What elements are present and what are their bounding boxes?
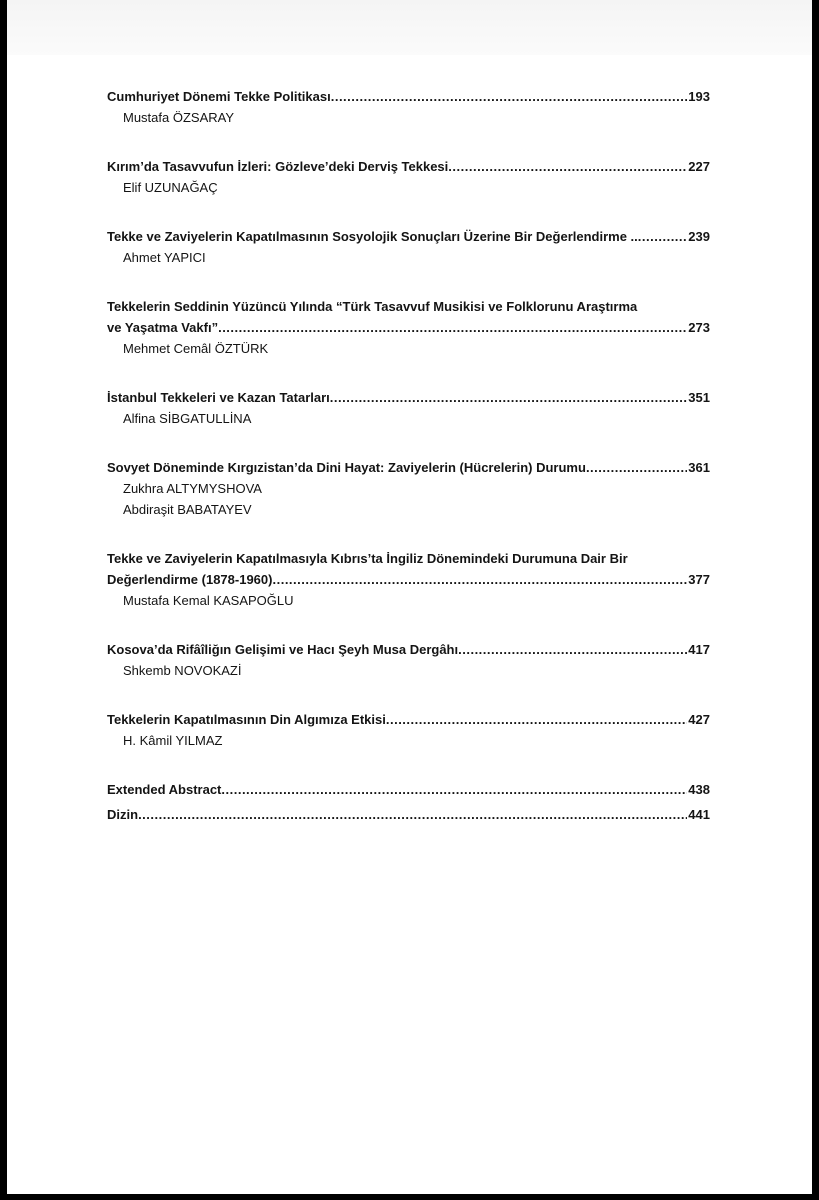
- page-number: 351: [688, 390, 710, 405]
- entry-author: Zukhra ALTYMYSHOVA: [123, 481, 262, 496]
- page-number: 239: [688, 229, 710, 244]
- toc-entry: [107, 86, 710, 128]
- dot-leader: [458, 639, 687, 660]
- entry-author: Mehmet Cemâl ÖZTÜRK: [123, 341, 269, 356]
- dot-leader: [386, 709, 687, 730]
- page-number: 227: [688, 159, 710, 174]
- dot-leader: [138, 804, 687, 825]
- entry-title: Kosova’da Rifâîliğın Gelişimi ve Hacı Şeyh Musa Dergâhı: [107, 642, 459, 657]
- toc-entry: [107, 804, 710, 825]
- entry-title: Dizin: [107, 807, 139, 822]
- entry-title: Değerlendirme (1878-1960): [107, 572, 273, 587]
- entry-title: Tekke ve Zaviyelerin Kapatılmasının Sosyolojik Sonuçları Üzerine Bir Değerlendirme ..: [107, 229, 638, 244]
- entry-author: Ahmet YAPICI: [123, 250, 206, 265]
- entry-title-line: Tekkelerin Seddinin Yüzüncü Yılında “Türk Tasavvuf Musikisi ve Folklorunu Araştırma: [107, 299, 638, 314]
- entry-title-row: [107, 156, 710, 177]
- toc-entry: [107, 226, 710, 268]
- entry-title-row: [107, 709, 710, 730]
- toc-entry: [107, 156, 710, 198]
- entry-title: Sovyet Döneminde Kırgızistan’da Dini Hayat: Zaviyelerin (Hücrelerin) Durumu: [107, 460, 586, 475]
- page-number: 193: [688, 89, 710, 104]
- dot-leader: [272, 569, 687, 590]
- entry-title-row: [107, 457, 710, 478]
- entry-author: Elif UZUNAĞAÇ: [123, 180, 218, 195]
- entry-title-row: [107, 804, 710, 825]
- entry-title: Tekkelerin Kapatılmasının Din Algımıza Etkisi: [107, 712, 386, 727]
- toc-entry: [107, 779, 710, 800]
- toc-entry: [107, 387, 710, 429]
- page-top-shading: [7, 0, 812, 55]
- entry-author: Mustafa Kemal KASAPOĞLU: [123, 593, 294, 608]
- entry-author: H. Kâmil YILMAZ: [123, 733, 223, 748]
- toc-entry: [107, 709, 710, 751]
- dot-leader: [638, 226, 688, 247]
- entry-title-row: [107, 779, 710, 800]
- entry-title: ve Yaşatma Vakfı”: [107, 320, 219, 335]
- dot-leader: [448, 156, 687, 177]
- dot-leader: [221, 779, 687, 800]
- entry-title-row: [107, 569, 710, 590]
- entry-title: İstanbul Tekkeleri ve Kazan Tatarları: [107, 390, 330, 405]
- entry-title: Kırım’da Tasavvufun İzleri: Gözleve’deki Derviş Tekkesi: [107, 159, 449, 174]
- entry-title: Cumhuriyet Dönemi Tekke Politikası: [107, 89, 331, 104]
- toc-entry: [107, 639, 710, 681]
- entry-author: Shkemb NOVOKAZİ: [123, 663, 242, 678]
- toc-entry: [107, 457, 710, 520]
- entry-title-row: [107, 226, 710, 247]
- table-of-contents: [107, 86, 710, 853]
- toc-entry: [107, 548, 710, 611]
- dot-leader: [331, 86, 688, 107]
- entry-title: Extended Abstract: [107, 782, 222, 797]
- document-page: [7, 0, 812, 1194]
- entry-title-row: [107, 387, 710, 408]
- entry-author: Mustafa ÖZSARAY: [123, 110, 235, 125]
- page-number: 441: [688, 807, 710, 822]
- page-number: 417: [688, 642, 710, 657]
- entry-title-line: Tekke ve Zaviyelerin Kapatılmasıyla Kıbrıs’ta İngiliz Dönemindeki Durumuna Dair Bir: [107, 551, 628, 566]
- entry-author: Alfina SİBGATULLİNA: [123, 411, 252, 426]
- entry-author: Abdiraşit BABATAYEV: [123, 502, 252, 517]
- toc-entry: [107, 296, 710, 359]
- entry-title-row: [107, 317, 710, 338]
- page-number: 427: [688, 712, 710, 727]
- page-number: 273: [688, 320, 710, 335]
- dot-leader: [586, 457, 687, 478]
- entry-title-row: [107, 639, 710, 660]
- entry-title-row: [107, 86, 710, 107]
- page-number: 361: [688, 460, 710, 475]
- dot-leader: [218, 317, 687, 338]
- page-number: 377: [688, 572, 710, 587]
- dot-leader: [330, 387, 688, 408]
- page-number: 438: [688, 782, 710, 797]
